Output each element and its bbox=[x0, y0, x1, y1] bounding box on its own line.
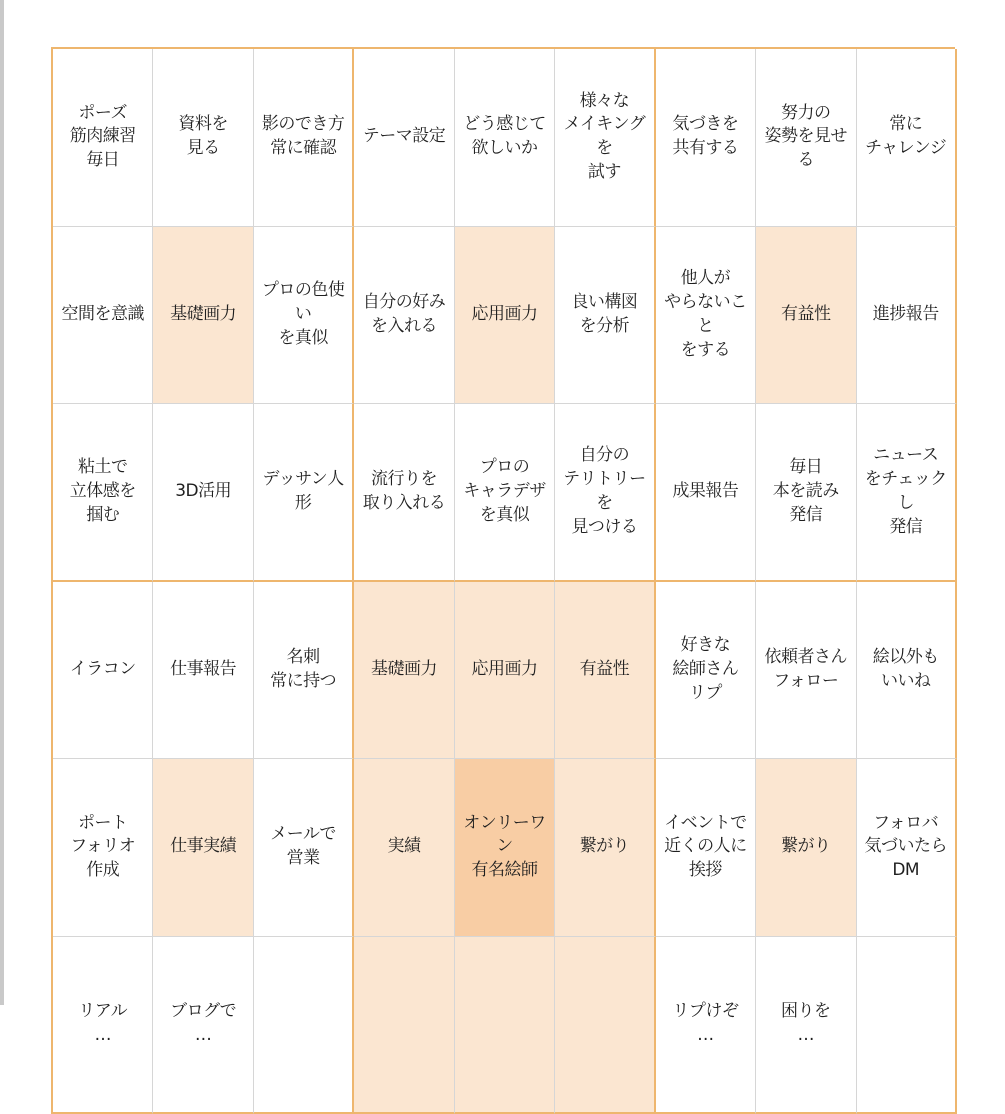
grid-cell-r3-c6: 自分の テリトリーを 見つける bbox=[555, 404, 655, 582]
grid-cell-r1-c3: 影のでき方 常に確認 bbox=[254, 49, 354, 227]
grid-cell-r2-c9: 進捗報告 bbox=[857, 227, 957, 405]
grid-cell-r3-c2: 3D活用 bbox=[153, 404, 253, 582]
grid-cell-r3-c4: 流行りを 取り入れる bbox=[354, 404, 454, 582]
grid-cell-r5-c1: ポート フォリオ 作成 bbox=[53, 759, 153, 937]
grid-cell-r4-c5: 応用画力 bbox=[455, 582, 555, 760]
grid-cell-r4-c8: 依頼者さん フォロー bbox=[756, 582, 856, 760]
grid-cell-r4-c1: イラコン bbox=[53, 582, 153, 760]
grid-cell-r5-c5: オンリーワン 有名絵師 bbox=[455, 759, 555, 937]
grid-cell-r2-c7: 他人が やらないこと をする bbox=[656, 227, 756, 405]
mandala-chart-grid bbox=[51, 47, 955, 1114]
grid-cell-r6-c5 bbox=[455, 937, 555, 1114]
grid-cell-r6-c8: 困りを … bbox=[756, 937, 856, 1114]
grid-cell-r1-c2: 資料を 見る bbox=[153, 49, 253, 227]
grid-cell-r6-c6 bbox=[555, 937, 655, 1114]
grid-cell-r4-c4: 基礎画力 bbox=[354, 582, 454, 760]
grid-cell-r1-c1: ポーズ 筋肉練習 毎日 bbox=[53, 49, 153, 227]
grid-cell-r3-c1: 粘土で 立体感を 掴む bbox=[53, 404, 153, 582]
grid-cell-r6-c3 bbox=[254, 937, 354, 1114]
grid-cell-r2-c5: 応用画力 bbox=[455, 227, 555, 405]
grid-cell-r2-c8: 有益性 bbox=[756, 227, 856, 405]
grid-cell-r3-c7: 成果報告 bbox=[656, 404, 756, 582]
grid-cell-r1-c4: テーマ設定 bbox=[354, 49, 454, 227]
left-border bbox=[0, 0, 4, 1005]
grid-cell-r5-c7: イベントで 近くの人に 挨拶 bbox=[656, 759, 756, 937]
grid-cell-r3-c3: デッサン人形 bbox=[254, 404, 354, 582]
grid-cell-r6-c9 bbox=[857, 937, 957, 1114]
grid-cell-r4-c3: 名刺 常に持つ bbox=[254, 582, 354, 760]
grid-cell-r2-c3: プロの色使い を真似 bbox=[254, 227, 354, 405]
grid-cell-r5-c8: 繋がり bbox=[756, 759, 856, 937]
grid-cell-r3-c9: ニュース をチェックし 発信 bbox=[857, 404, 957, 582]
grid-cell-r2-c2: 基礎画力 bbox=[153, 227, 253, 405]
grid-cell-r1-c7: 気づきを 共有する bbox=[656, 49, 756, 227]
grid-cell-r3-c8: 毎日 本を読み 発信 bbox=[756, 404, 856, 582]
grid-cell-r6-c7: リプけぞ … bbox=[656, 937, 756, 1114]
grid-cell-r5-c3: メールで 営業 bbox=[254, 759, 354, 937]
grid-cell-r5-c2: 仕事実績 bbox=[153, 759, 253, 937]
grid-cell-r5-c4: 実績 bbox=[354, 759, 454, 937]
grid-cell-r5-c9: フォロバ 気づいたら DM bbox=[857, 759, 957, 937]
grid-cell-r6-c1: リアル … bbox=[53, 937, 153, 1114]
grid-cell-r2-c1: 空間を意識 bbox=[53, 227, 153, 405]
grid-cell-r6-c2: ブログで … bbox=[153, 937, 253, 1114]
grid-cell-r4-c9: 絵以外も いいね bbox=[857, 582, 957, 760]
grid-cell-r1-c6: 様々な メイキングを 試す bbox=[555, 49, 655, 227]
grid-cell-r6-c4 bbox=[354, 937, 454, 1114]
grid-cell-r4-c6: 有益性 bbox=[555, 582, 655, 760]
grid-cell-r3-c5: プロの キャラデザ を真似 bbox=[455, 404, 555, 582]
grid-cell-r1-c9: 常に チャレンジ bbox=[857, 49, 957, 227]
grid-cell-r5-c6: 繋がり bbox=[555, 759, 655, 937]
grid-cell-r2-c6: 良い構図 を分析 bbox=[555, 227, 655, 405]
grid-cell-r4-c7: 好きな 絵師さん リプ bbox=[656, 582, 756, 760]
grid-cell-r1-c8: 努力の 姿勢を見せる bbox=[756, 49, 856, 227]
grid-cell-r1-c5: どう感じて 欲しいか bbox=[455, 49, 555, 227]
grid-cell-r2-c4: 自分の好み を入れる bbox=[354, 227, 454, 405]
grid-cell-r4-c2: 仕事報告 bbox=[153, 582, 253, 760]
